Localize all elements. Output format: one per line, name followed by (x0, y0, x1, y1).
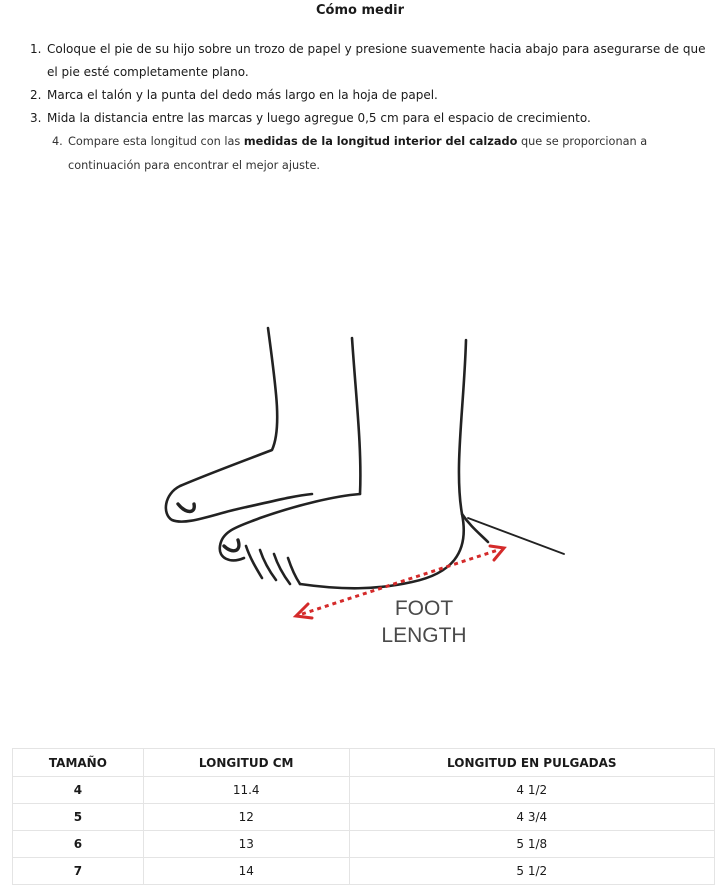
cell-length-cm: 11.4 (143, 777, 349, 804)
toenail-back (178, 504, 194, 512)
header-length-cm: LONGITUD CM (143, 749, 349, 777)
cell-size: 5 (13, 804, 144, 831)
step-number: 1. (30, 42, 42, 56)
table-row (13, 831, 715, 858)
step-text: Marca el talón y la punta del dedo más largo en la hoja de papel. (47, 88, 438, 102)
toe-4 (288, 558, 300, 584)
header-size: TAMAÑO (13, 749, 144, 777)
front-foot-top (220, 494, 360, 560)
table-header-row (13, 749, 715, 777)
step-text: Coloque el pie de su hijo sobre un trozo de papel y presione suavemente hacia abajo para asegurarse de que el pie esté completamente plano. (47, 42, 706, 79)
cell-size: 4 (13, 777, 144, 804)
table-row (13, 804, 715, 831)
length-label: LENGTH (381, 624, 467, 647)
cell-length-in: 5 1/2 (349, 858, 714, 885)
cell-length-in: 5 1/8 (349, 831, 714, 858)
table-row (13, 777, 715, 804)
step-number: 2. (30, 88, 42, 102)
step-text-after: que se proporcionan a continuación para encontrar el mejor ajuste. (68, 135, 648, 172)
cell-length-in: 4 1/2 (349, 777, 714, 804)
cell-size: 7 (13, 858, 144, 885)
step-text-before: Compare esta longitud con las (68, 135, 241, 148)
instructions-list (30, 38, 715, 178)
cell-size: 6 (13, 831, 144, 858)
toenail-front (224, 540, 239, 551)
step-number: 3. (30, 111, 42, 125)
header-length-in: LONGITUD EN PULGADAS (349, 749, 714, 777)
size-table (12, 748, 715, 885)
step-4 (52, 130, 715, 178)
cell-length-in: 4 3/4 (349, 804, 714, 831)
step-text: Mida la distancia entre las marcas y luego agregue 0,5 cm para el espacio de crecimiento. (47, 111, 591, 125)
front-foot-rear-leg (459, 340, 488, 542)
step-text (68, 130, 715, 178)
step-2 (30, 84, 715, 107)
step-number: 4. (52, 135, 63, 148)
front-foot-sole (300, 514, 464, 588)
page-title: Cómo medir (315, 3, 404, 18)
cell-length-cm: 14 (143, 858, 349, 885)
foot-label: FOOT (394, 597, 454, 620)
back-foot-shin-rear (352, 338, 360, 494)
step-text-bold: medidas de la longitud interior del calzado (243, 135, 518, 148)
foot-measure-illustration (150, 318, 590, 658)
step-1 (30, 38, 715, 84)
table-row (13, 858, 715, 885)
step-3 (30, 107, 715, 130)
arrow-head-right-icon (490, 546, 504, 560)
back-foot-shin (166, 328, 312, 522)
cell-length-cm: 12 (143, 804, 349, 831)
cell-length-cm: 13 (143, 831, 349, 858)
